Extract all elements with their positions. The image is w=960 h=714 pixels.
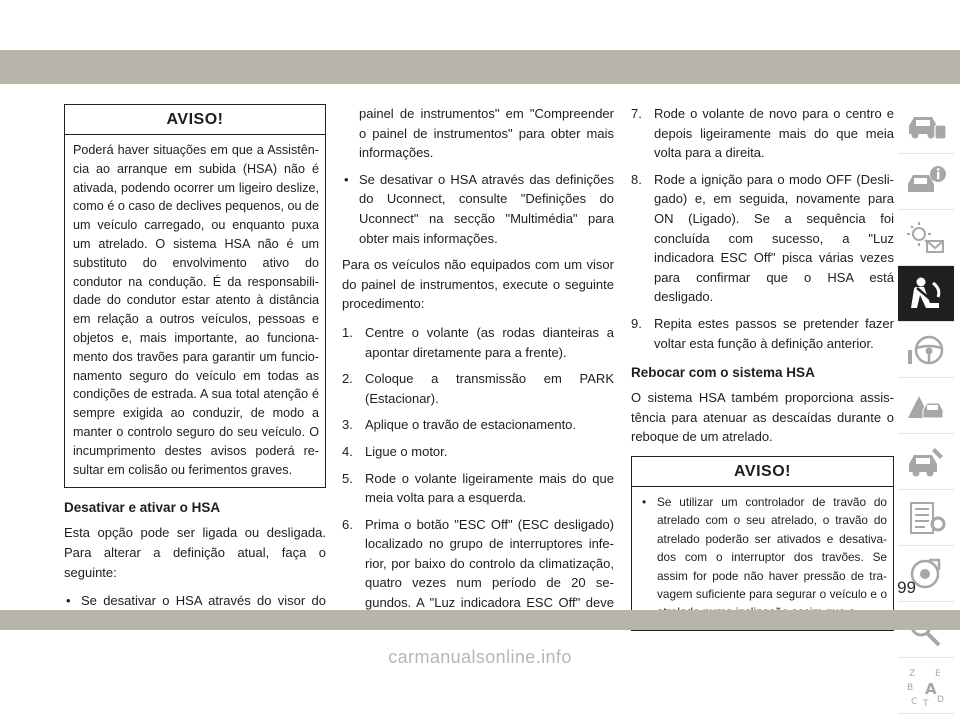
step-number: 8.: [631, 171, 642, 187]
step-text: Rode o volante ligeiramente mais do que meia volta para a esquerda.: [365, 470, 614, 506]
warning-box-2: [631, 456, 894, 631]
watermark: carmanualsonline.info: [388, 647, 572, 667]
warning-box-1: [64, 104, 326, 488]
bullet-item: [342, 170, 614, 248]
warning-body: [632, 487, 893, 630]
column-1: [64, 104, 326, 637]
step-number: 5.: [342, 470, 353, 486]
tab-emergency[interactable]: [898, 378, 954, 434]
tab-safety[interactable]: [898, 266, 954, 322]
page-number: 99: [897, 578, 916, 597]
bullet-text: Se desativar o HSA através das definições do Uconnect, consulte "Definições do Uconnect" na secção "Multimédia" para obter mais informações.: [359, 171, 614, 246]
footer-bar: [0, 610, 960, 630]
car-info-circle-icon: [905, 164, 947, 200]
step-text: Ligue o motor.: [365, 443, 448, 459]
warning-lights-icon: [905, 220, 947, 256]
bullet-marker: •: [66, 593, 71, 609]
tab-warning-lights[interactable]: [898, 210, 954, 266]
car-service-icon: [905, 444, 947, 480]
step-number: 2.: [342, 371, 353, 387]
step-item: [342, 415, 614, 435]
step-number: 6.: [342, 516, 353, 532]
step-item: [342, 442, 614, 462]
section-heading-hsa: Desativar e ativar o HSA: [64, 500, 221, 516]
step-text: Centre o volante (as rodas dianteiras a apontar diretamente para a frente).: [365, 324, 614, 360]
step-item: [631, 314, 894, 353]
procedure-intro: Para os veículos não equipados com um visor do painel de instrumentos, execute o seguinte procedimento:: [342, 257, 614, 312]
step-item: [342, 469, 614, 508]
bullet-marker: •: [344, 171, 349, 187]
index-letter: E: [935, 668, 941, 679]
tab-service[interactable]: [898, 434, 954, 490]
bullet-text: Se desativar o HSA através do visor do: [81, 593, 326, 609]
step-number: 3.: [342, 417, 353, 433]
specifications-list-icon: [905, 500, 947, 536]
step-text: Aplique o travão de estacionamento.: [365, 417, 577, 433]
index-letter: T: [923, 698, 929, 708]
column-2: [342, 104, 614, 639]
tab-car-info[interactable]: [898, 98, 954, 154]
steering-wheel-icon: [905, 332, 947, 368]
safety-seatbelt-icon: [905, 275, 947, 313]
warning-title: AVISO!: [632, 457, 893, 487]
index-letter: C: [911, 696, 918, 707]
step-text: Prima o botão "ESC Off" (ESC desligado) localizado no grupo de interruptores inferior, por baixo do controlo da climatização, quatro vezes num período de 20 segundos. A "Luz indicadora ESC Off" deve: [365, 516, 614, 611]
tab-specifications[interactable]: [898, 490, 954, 546]
step-text: Rode a ignição para o modo OFF (Desligado) e, em seguida, novamente para ON (Ligado). Se a sequência foi concluída com sucesso, a "Luz indicadora ESC Off" pisca várias vezes para confirmar que o HSA está desligado.: [654, 171, 894, 305]
warning-title: AVISO!: [65, 105, 325, 135]
car-info-icon: [905, 108, 947, 144]
step-text: Rode o volante de novo para o centro e depois ligeiramente mais do que meia volta para a direita.: [654, 106, 894, 161]
roadside-warning-icon: [905, 388, 947, 424]
warning-text: Poderá haver situações em que a Assistência ao arranque em subida (HSA) não é ativada, podendo ocorrer um ligeiro deslize, como é o caso de declives pequenos, ou de um veículo carregado, ou enquanto puxa um atrelado. O sistema HSA não é um substituto do envolvimento ativo do condutor na condução. É da responsabilidade do condutor estar atento à distância em relação a outros veículos, pessoas e objetos e, mais importante, ao funcionamento dos travões para garantir um funcionamento seguro do veículo em todas as condições de estrada. A sua total atenção é sempre exigida ao conduzir, de modo a manter o controlo seguro do seu veículo. O incumprimento destes avisos poderá resultar em colisão ou ferimentos graves.: [73, 143, 319, 477]
step-item: [342, 323, 614, 362]
bullet-marker: •: [642, 494, 647, 509]
index-letter: B: [907, 682, 914, 693]
step-text: Repita estes passos se pretender fazer voltar esta função à definição anterior.: [654, 315, 894, 351]
tab-car-info-circle[interactable]: [898, 154, 954, 210]
step-number: 4.: [342, 443, 353, 459]
step-number: 9.: [631, 315, 642, 331]
column-3: [631, 104, 894, 631]
index-letter: A: [925, 679, 937, 698]
step-item: [342, 369, 614, 408]
header-bar: [0, 50, 960, 84]
step-item: [631, 104, 894, 163]
warning-bullet-text: Se utilizar um controlador de travão do atrelado com o seu atrelado, o travão do atrelado poderão ser ativados e desativados com o interruptor dos travões. Se assim for pode não haver pressão de travagem suficiente para segurar o veículo e o: [657, 494, 887, 601]
tab-driving[interactable]: [898, 322, 954, 378]
index-letter: Z: [909, 668, 916, 679]
towing-text: O sistema HSA também proporciona assistência para atenuar as descaídas durante o reboque de um atrelado.: [631, 390, 894, 445]
warning-bullet: [640, 493, 887, 622]
alphabet-index-icon: [903, 664, 949, 708]
step-number: 1.: [342, 324, 353, 340]
section-intro: Esta opção pode ser ligada ou desligada. Para alterar a definição atual, faça o seguinte:: [64, 525, 326, 580]
step-item: [631, 170, 894, 307]
bullet-continued-text: painel de instrumentos" em "Compreender o painel de instrumentos" para obter mais informações.: [359, 106, 614, 161]
index-letter: D: [937, 694, 944, 705]
step-number: 7.: [631, 106, 642, 121]
step-text: Coloque a transmissão em PARK (Estacionar).: [365, 371, 614, 406]
section-heading-towing: Rebocar com o sistema HSA: [631, 365, 815, 381]
